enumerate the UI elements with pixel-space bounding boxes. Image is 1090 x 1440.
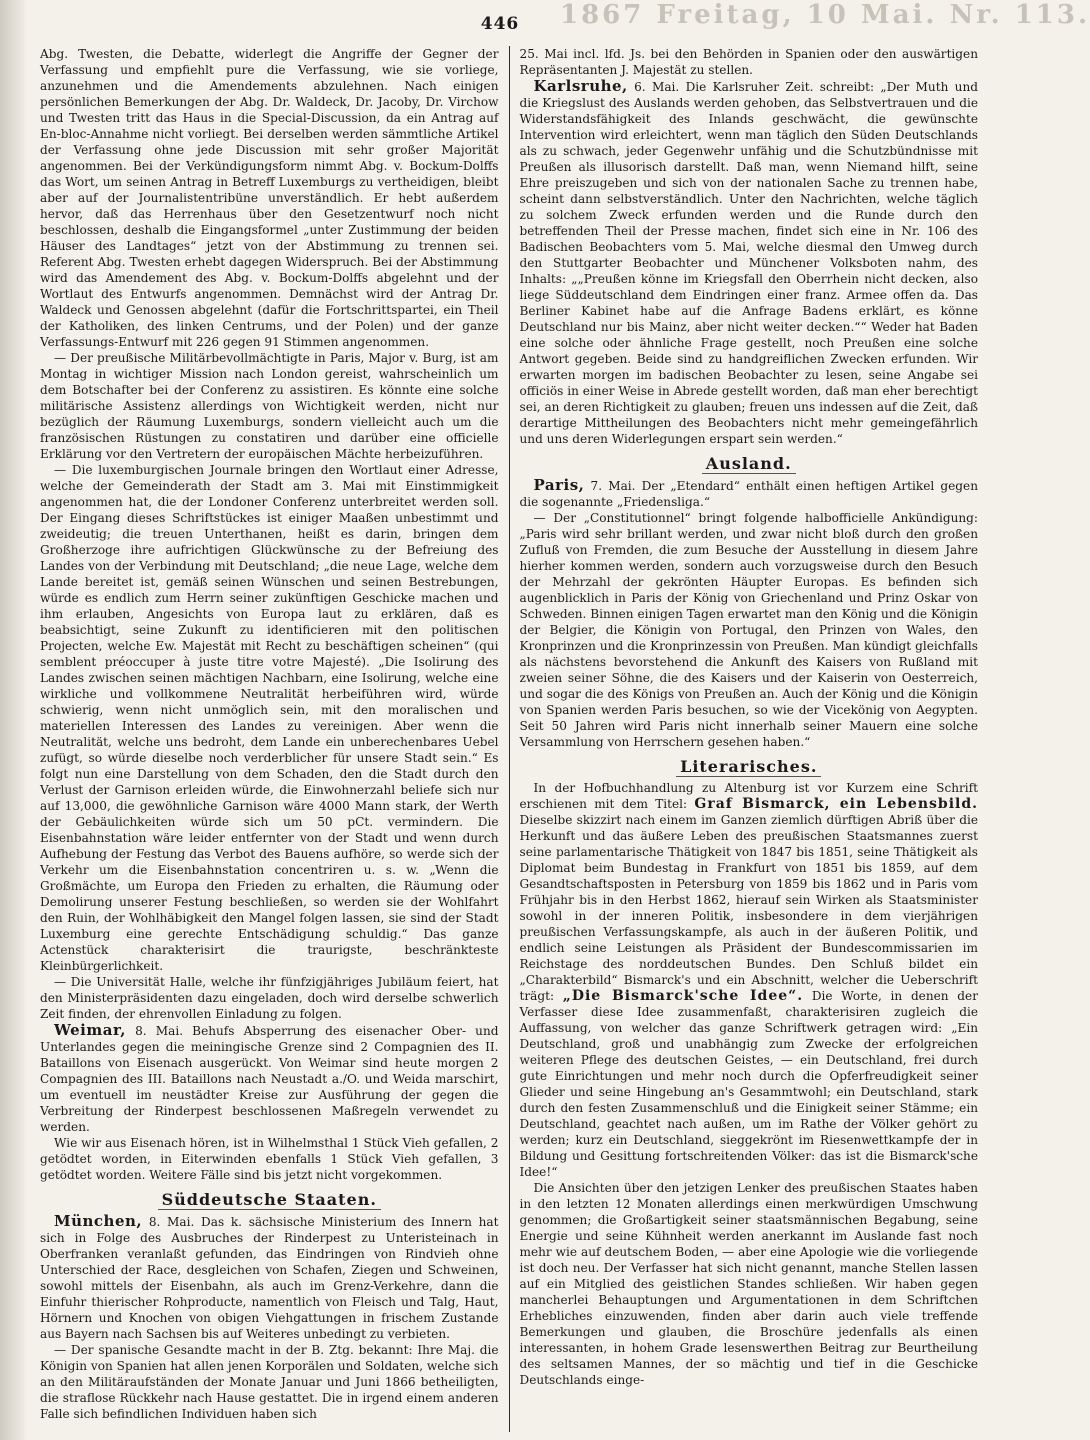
paragraph-eisenach: Wie wir aus Eisenach hören, ist in Wilhelmsthal 1 Stück Vieh gefallen, 2 getödtet worden, in Eiterwinden ebenfalls 1 Stück Vieh gefallen, 3 getödtet worden. Weitere Fälle sind bis jetzt nicht vorgekommen. [40, 1136, 499, 1182]
weimar-text: 8. Mai. Behufs Absperrung des eisenacher Ober- und Unterlandes gegen die meiningische Grenze sind 2 Compagnien des II. Bataillons von Eisenach ausgerückt. Von Weimar sind heute morgen 2 Compagnien des III. Bataillons nach Neustadt a./O. und Weida marschirt, um eventuell im neustädter Kreise zur Ausführung der gegen die Verbreitung der Rinderpest beschlossenen Maßregeln verwendet zu werden. [40, 1024, 499, 1134]
paragraph-verfassung: Abg. Twesten, die Debatte, widerlegt die Angriffe der Gegner der Verfassung und empfiehlt pure die Verfassung, wie sie vorliege, anzunehmen und die Amendements abzulehnen. Nach einigen persönlichen Bemerkungen der Abg. Dr. Waldeck, Dr. Jacoby, Dr. Virchow und Twesten tritt das Haus in die Special-Discussion, da ein Antrag auf En-bloc-Annahme nicht vorliegt. Bei derselben werden sämmtliche Artikel der Verfassung ohne jede Discussion mit sehr großer Majorität angenommen. Bei der Verkündigungsform nimmt Abg. v. Bockum-Dolffs das Wort, um seinen Antrag in Betreff Luxemburgs zu vertheidigen, bleibt aber auf der Journalistentribüne unverständlich. Er hebt außerdem hervor, daß das Herrenhaus über den Gesetzentwurf noch nicht beschlossen, deshalb die Eingangsformel „unter Zustimmung der beiden Häuser des Landtages“ jetzt von der Abstimmung zu trennen sei. Referent Abg. Twesten erhebt dagegen Widerspruch. Bei der Abstimmung wird das Amendement des Abg. v. Bockum-Dolffs abgelehnt und der Wortlaut des Entwurfs angenommen. Demnächst wird der Antrag Dr. Waldeck und Genossen abgelehnt (dafür die Fortschrittspartei, ein Theil der Katholiken, des linken Centrums, und der Polen) und der ganze Verfassungs-Entwurf mit 226 gegen 91 Stimmen angenommen. [40, 47, 499, 349]
article-columns [40, 46, 978, 1432]
dateline-weimar: Weimar, [54, 1021, 126, 1039]
paragraph-halle: — Die Universität Halle, welche ihr fünfzigjähriges Jubiläum feiert, hat den Ministerpräsidenten dazu eingeladen, doch wird derselbe schwerlich Zeit finden, der ehrenvollen Einladung zu folgen. [40, 975, 499, 1021]
dateline-karlsruhe: Karlsruhe, [533, 77, 628, 95]
dateline-paris: Paris, [533, 476, 585, 494]
paragraph-luxemburg: — Die luxemburgischen Journale bringen den Wortlaut einer Adresse, welche der Gemeinderath der Stadt am 3. Mai mit Einstimmigkeit angenommen hat, die der Londoner Conferenz unterbreitet werden soll. Der Eingang dieses Schriftstückes ist einiger Maaßen unbestimmt und zweideutig; die treuen Unterthanen, heißt es darin, bringen dem Großherzoge ihre aufrichtigen Glückwünsche zu der Befreiung des Landes von der Verbindung mit Deutschland; „die neue Lage, welche dem Lande bereitet ist, gemäß seinen Wünschen und seinen Bestrebungen, würde es endlich zum Herrn seiner zukünftigen Geschicke machen und ihm erlauben, Angesichts von Europa laut zu erklären, daß es beabsichtigt, seine Zukunft zu identificieren mit den politischen Projecten, welche Ew. Majestät mit Recht zu beschäftigen scheinen“ (qui semblent préoccuper à juste titre votre Majesté). „Die Isolirung des Landes zwischen seinen mächtigen Nachbarn, eine Isolirung, welche eine wirkliche und vollkommene Neutralität herbeiführen wird, würde schwierig, wenn nicht unmöglich sein, mit den moralischen und materiellen Interessen des Landes zu vereinigen. Aber wenn die Neutralität, welche uns bedroht, dem Lande ein unberechenbares Uebel zufügt, so würde dieselbe noch verderblicher für unsere Stadt sein.“ Es folgt nun eine Darstellung von dem Schaden, den die Stadt durch den Verlust der Garnison erleiden würde, die Einwohnerzahl beliefe sich nur auf 13,000, die gewöhnliche Garnison wäre 4000 Mann stark, der Werth der Gebäulichkeiten würde sich um 50 pCt. vermindern. Die Eisenbahnstation wäre leider entfernter von der Stadt und wenn durch Aufhebung der Festung das Verbot des Bauens aufhöre, so werde sich der Verkehr um die Eisenbahnstation concentriren u. s. w. „Wenn die Großmächte, um Europa den Frieden zu erhalten, die Räumung oder Demolirung unserer Festung beschließen, so werden sie der Wohlfahrt den Ruin, der Wohlhäbigkeit den Mangel folgen lassen, sie sind der Stadt Luxemburg eine gerechte Entschädigung schuldig.“ Das ganze Actenstück charakterisirt die traurigste, beschränkteste Kleinbürgerlichkeit. [40, 463, 499, 973]
paragraph-weimar [40, 1022, 499, 1135]
page-edge-shadow [0, 0, 28, 1440]
section-heading-literarisches-text: Literarisches. [676, 757, 821, 777]
paragraph-muenchen [40, 1213, 499, 1342]
right-column [510, 46, 979, 1432]
lit-text-c: Die Worte, in denen der Verfasser diese Idee zusammenfaßt, charakterisiren zugleich die Auffassung, von welcher das ganze Schriftwerk getragen wird: „Ein Deutschland, groß und unabhängig zum Zwecke der erfolgreichen weiteren Pflege des deutschen Geistes, — ein Deutschland, frei durch gute Einrichtungen und mehr noch durch die Opferfreudigkeit seiner Glieder und seine Hingebung an's Gesammtwohl; ein Deutschland, stark durch den festen Zusammenschluß und die Einigkeit seiner Stämme; ein Deutschland, geachtet nach außen, um im Rathe der Völker gehört zu werden; kurz ein Deutschland, sieggekrönt im Riesenwettkampfe der in Bildung und Gesittung fortschreitenden Völker: das ist die Bismarck'sche Idee!“ [519, 989, 978, 1179]
paragraph-karlsruhe [520, 78, 979, 447]
paragraph-ansichten: Die Ansichten über den jetzigen Lenker des preußischen Staates haben in den letzten 12 Monaten allerdings einen merkwürdigen Umschwung genommen; die Großartigkeit seiner staatsmännischen Begabung, seine Energie und seine Kühnheit werden anerkannt im Auslande fast noch mehr wie auf deutschem Boden, — aber eine Apologie wie die vorliegende ist doch neu. Der Verfasser hat sich nicht genannt, manche Stellen lassen auf ein Mitglied des geistlichen Standes schließen. Wir haben gegen mancherlei Behauptungen und Argumentationen in dem Schriftchen Erhebliches einzuwenden, finden aber darin auch viele treffende Bemerkungen und glauben, die Broschüre jedenfalls als einen interessanten, in hohem Grade lesenswerthen Beitrag zur Beurtheilung des seltsamen Mannes, der so mächtig und tief in die Geschicke Deutschlands einge- [519, 1181, 978, 1387]
section-heading-ausland [520, 456, 979, 472]
book-title: Graf Bismarck, ein Lebensbild. [694, 796, 978, 812]
paris-text: 7. Mai. Der „Etendard“ enthält einen heftigen Artikel gegen die sogenannte „Friedensliga.“ [519, 479, 978, 509]
section-heading-sueddeutsche [40, 1192, 499, 1208]
dateline-muenchen: München, [54, 1212, 143, 1230]
lit-text-b: Dieselbe skizzirt nach einem im Ganzen ziemlich dürftigen Abriß über die Herkunft und das äußere Leben des preußischen Staatsmannes zuerst seine parlamentarische Thätigkeit von 1847 bis 1851, seine Thätigkeit als Diplomat beim Bundestag in Frankfurt von 1851 bis 1859, auf dem Gesandtschaftsposten in Petersburg von 1859 bis 1862 und in Paris vom Frühjahr bis in den Herbst 1862, hierauf sein Wirken als Staatsminister sowohl in der inneren Politik, insbesondere in dem vierjährigen preußischen Verfassungskampfe, als auch in der äußeren Politik, und endlich seine Leistungen als Präsident der Bundescommissarien im Reichstage des norddeutschen Bundes. Den Schluß bildet ein „Charakterbild“ Bismarck's und ein Abschnitt, welcher die Ueberschrift trägt: [519, 813, 978, 1003]
section-heading-literarisches [520, 759, 979, 775]
paragraph-spanien: — Der spanische Gesandte macht in der B. Ztg. bekannt: Ihre Maj. die Königin von Spanien hat allen jenen Korporälen und Soldaten, welche sich an den Militäraufständen der Monate Januar und Juni 1866 betheiligten, die straflose Rückkehr nach Hause gestattet. Die in irgend einem anderen Falle sich befindlichen Individuen haben sich [40, 1343, 499, 1421]
lit-text-a: In der Hofbuchhandlung zu Altenburg ist vor Kurzem eine Schrift erschienen mit dem Titel: [519, 781, 978, 811]
left-column [40, 46, 510, 1432]
section-heading-sueddeutsche-text: Süddeutsche Staaten. [158, 1190, 381, 1210]
bleed-through-header: 1867 Freitag, 10 Mai. Nr. 113. [560, 0, 1090, 30]
muenchen-text: 8. Mai. Das k. sächsische Ministerium des Innern hat sich in Folge des Ausbruches der Rinderpest zu Unteristeinach in Oberfranken veranlaßt gefunden, das Eindringen von Rindvieh ohne Unterschied der Race, desgleichen von Schafen, Ziegen und Schweinen, sowohl mittels der Eisenbahn, als auch im Grenz-Verkehre, dann die Einfuhr thierischer Rohproducte, namentlich von Fleisch und Talg, Haut, Hörnern und Knochen von obigen Viehgattungen in frischem Zustande aus Bayern nach Sachsen bis auf Weiteres unbedingt zu verbieten. [40, 1215, 499, 1341]
section-heading-ausland-text: Ausland. [702, 454, 796, 474]
paragraph-constitutionnel: — Der „Constitutionnel“ bringt folgende halbofficielle Ankündigung: „Paris wird sehr brillant werden, und zwar nicht bloß durch den großen Zufluß von Fremden, die zum Besuche der Ausstellung in diesem Jahre hierher kommen werden, sondern auch vorzugsweise durch den Besuch der Mehrzahl der gekrönten Häupter Europas. Es befinden sich augenblicklich in Paris der König von Griechenland und Prinz Oskar von Schweden. Binnen einigen Tagen erwartet man den König und die Königin der Belgier, die Königin von Portugal, den Prinzen von Wales, den Kronprinzen und die Kronprinzessin von Preußen. Man kündigt gleichfalls als nächstens bevorstehend die Ankunft des Kaisers von Rußland mit zweien seiner Söhne, die des Kaisers und der Kaiserin von Oesterreich, und sogar die des Königs von Preußen an. Auch der König und die Königin von Spanien werden Paris besuchen, so wie der Vicekönig von Aegypten. Seit 50 Jahren wird Paris nicht innerhalb seiner Mauern eine solche Versammlung von Herrschern gesehen haben.“ [519, 511, 978, 749]
paragraph-continuation: 25. Mai incl. lfd. Js. bei den Behörden in Spanien oder den auswärtigen Repräsentanten J. Majestät zu stellen. [519, 47, 978, 77]
paragraph-bismarck-schrift [520, 780, 979, 1180]
paragraph-militaer: — Der preußische Militärbevollmächtigte in Paris, Major v. Burg, ist am Montag in wichtiger Mission nach London gereist, wahrscheinlich um dem Botschafter bei der Conferenz zu assistiren. Es könnte eine solche militärische Assistenz allerdings von Wichtigkeit werden, nicht nur bezüglich der Räumung Luxemburgs, sondern vielleicht auch um die französischen Rüstungen zu constatiren und darüber eine officielle Erklärung vor den Vertretern der europäischen Mächte herbeizuführen. [40, 351, 499, 461]
chapter-title: „Die Bismarck'sche Idee“. [562, 988, 804, 1004]
paragraph-paris [520, 477, 979, 510]
karlsruhe-text: 6. Mai. Die Karlsruher Zeit. schreibt: „Der Muth und die Kriegslust des Auslands werden gehoben, das Selbstvertrauen und die Widerstandsfähigkeit des Inlands geschwächt, die gewünschte Intervention wird erleichtert, wenn man täglich den Süden Deutschlands als zu schwach, jeder Gegenwehr unfähig und die Schutzbündnisse mit Preußen als illusorisch darstellt. Daß man, wenn Niemand hilft, seine Ehre preiszugeben und sich von der nationalen Sache zu trennen habe, scheint dann selbstverständlich. Unter den Nachrichten, welche täglich zu solchem Zweck erfunden werden und die Runde durch den betreffenden Theil der Presse machen, findet sich eine in Nr. 106 des Badischen Beobachters vom 5. Mai, welche diesmal den Umweg durch den Stuttgarter Beobachter und Münchener Volksboten nahm, des Inhalts: „„Preußen könne im Kriegsfall den Oberrhein nicht decken, also liege Süddeutschland dem Eindringen einer franz. Armee offen da. Das Berliner Kabinet habe auf die Anfrage Badens erklärt, es könne Deutschland nur bis Mainz, aber nicht weiter decken.““ Weder hat Baden eine solche oder ähnliche Frage gestellt, noch Preußen eine solche Antwort gegeben. Beide sind zu handgreiflichen Zwecken erfunden. Wir erwarten morgen im badischen Beobachter zu lesen, seine Angabe sei officiös in einer Weise in Abrede gestellt worden, daß man eher berechtigt sei, an deren Richtigkeit zu glauben; freuen uns indessen auf die Zeit, daß derartige Mittheilungen des Beobachters nicht mehr gemeingefährlich und uns deren Widerlegungen erspart sein werden.“ [519, 80, 978, 446]
page-number: 446 [480, 14, 520, 34]
